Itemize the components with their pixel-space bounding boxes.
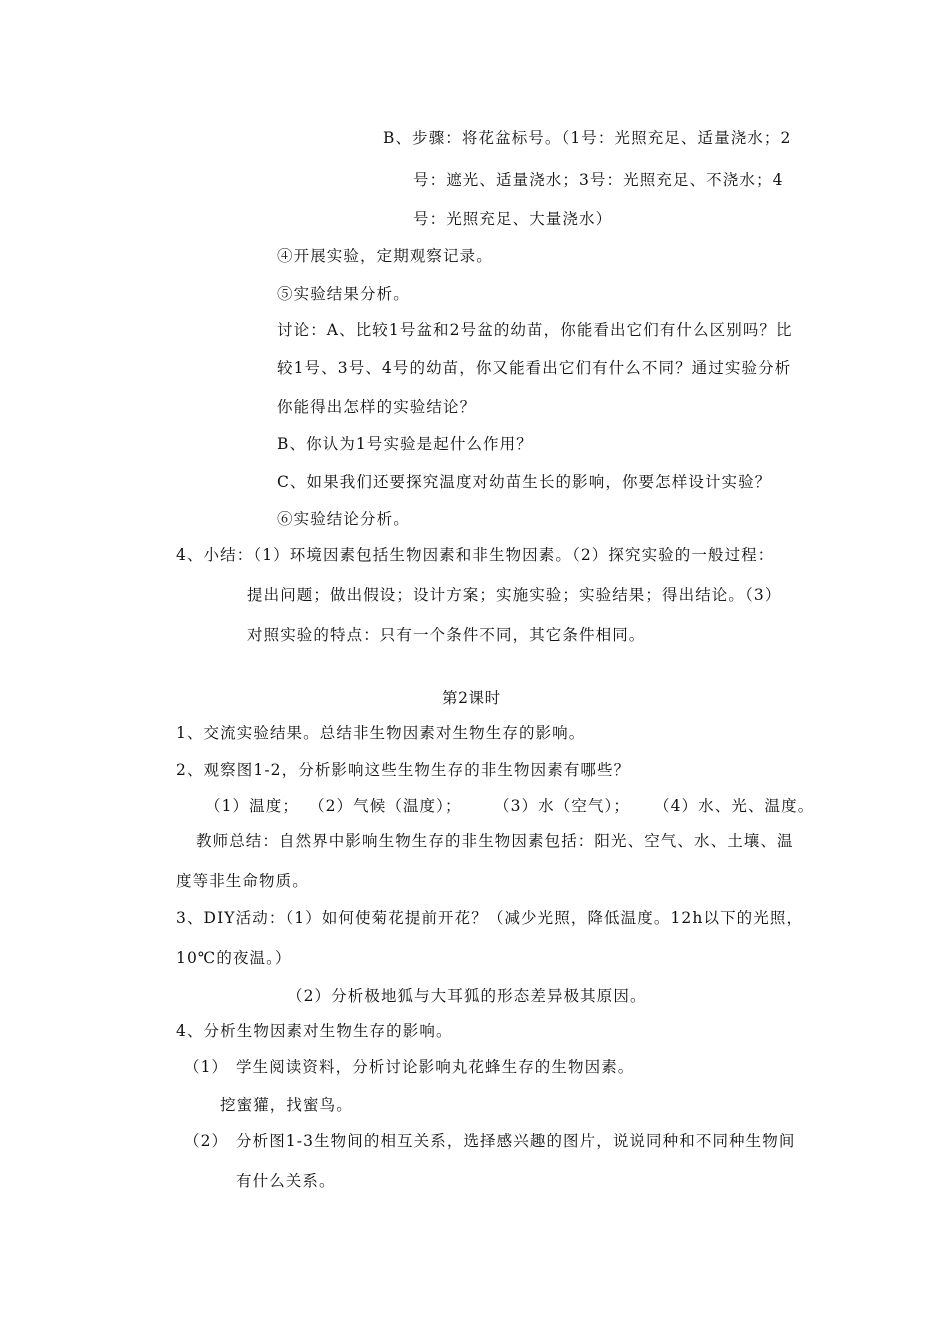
text-line: 号：遮光、适量浇水；3号：光照充足、不浇水；4 (413, 171, 784, 189)
text-line: C、如果我们还要探究温度对幼苗生长的影响，你要怎样设计实验？ (277, 473, 772, 491)
text-line: 有什么关系。 (236, 1172, 336, 1190)
text-line: ④开展实验，定期观察记录。 (277, 247, 493, 265)
text-line: 10℃的夜温。） (176, 949, 292, 967)
text-line: 学生阅读资料，分析讨论影响丸花蜂生存的生物因素。 (236, 1058, 635, 1076)
text-line: 分析图1-3生物间的相互关系，选择感兴趣的图片，说说同种和不同种生物间 (236, 1132, 796, 1150)
text-line: 号：光照充足、大量浇水） (413, 210, 613, 228)
text-line: 提出问题；做出假设；设计方案；实施实验；实验结果；得出结论。（3） (247, 586, 782, 604)
text-line: 2、观察图1-2，分析影响这些生物生存的非生物因素有哪些？ (176, 761, 631, 779)
text-line: 度等非生命物质。 (176, 872, 309, 890)
text-line: 1、交流实验结果。总结非生物因素对生物生存的影响。 (176, 724, 586, 742)
text-line: 较1号、3号、4号的幼苗，你又能看出它们有什么不同？通过实验分析 (277, 359, 792, 377)
text-line: （3）水（空气）； (494, 797, 631, 815)
list-number: （2） (184, 1132, 229, 1150)
text-line: 你能得出怎样的实验结论？ (277, 398, 477, 416)
list-number: （1） (184, 1058, 229, 1076)
text-line: 对照实验的特点：只有一个条件不同，其它条件相同。 (247, 626, 646, 644)
text-line: B、步骤：将花盆标号。（1号：光照充足、适量浇水；2 (383, 129, 792, 147)
text-line: （2）气候（温度）； (309, 797, 462, 815)
text-line: 4、分析生物因素对生物生存的影响。 (176, 1022, 453, 1040)
text-line: 讨论：A、比较1号盆和2号盆的幼苗，你能看出它们有什么区别吗？比 (277, 321, 793, 339)
text-line: （4）水、光、温度。 (654, 797, 815, 815)
text-line: B、你认为1号实验是起什么作用？ (277, 435, 533, 453)
text-line: ⑥实验结论分析。 (277, 510, 410, 528)
lesson-title: 第2课时 (442, 689, 501, 707)
text-line: 4、小结：（1）环境因素包括生物因素和非生物因素。（2）探究实验的一般过程： (176, 546, 775, 564)
text-line: ⑤实验结果分析。 (277, 285, 410, 303)
text-line: （1）温度； (205, 797, 299, 815)
text-line: 教师总结：自然界中影响生物生存的非生物因素包括：阳光、空气、水、土壤、温 (196, 832, 794, 850)
text-line: 3、DIY活动：（1）如何使菊花提前开花？（减少光照，降低温度。12h以下的光照， (176, 909, 804, 927)
text-line: （2）分析极地狐与大耳狐的形态差异极其原因。 (287, 987, 647, 1005)
text-line: 挖蜜獾，找蜜鸟。 (220, 1096, 353, 1114)
